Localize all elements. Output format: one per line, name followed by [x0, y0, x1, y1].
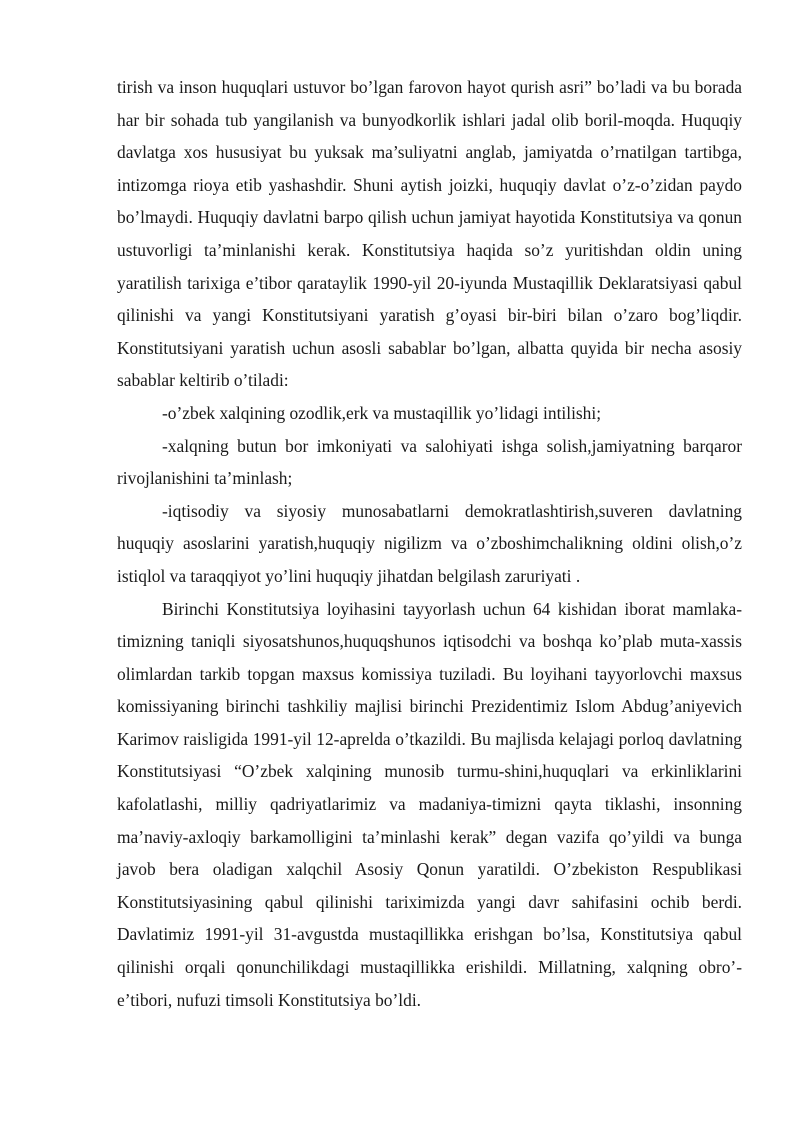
list-item-democratization: -iqtisodiy va siyosiy munosabatlarni demokratlashtirish,suveren davlatning huquqiy asoslarini yaratish,huquqiy nigilizm va o’zboshimchalikning oldini olish,o’z istiqlol va taraqqiyot yo’lini huquqiy jihatdan belgilash zaruriyati . — [117, 500, 742, 586]
document-body — [117, 71, 742, 1016]
list-item-freedom: -o’zbek xalqining ozodlik,erk va mustaqillik yo’lidagi intilishi; — [162, 402, 602, 423]
paragraph-continuation: tirish va inson huquqlari ustuvor bo’lgan farovon hayot qurish asri” bo’ladi va bu borada har bir sohada tub yangilanish va bunyodkorlik ishlari jadal olib boril-moqda. Huquqiy davlatga xos hususiyat bu yuksak ma’suliyatni anglab, jamiyatda o’rnatilgan tartibga, intizomga rioya etib yashashdir. Shuni aytish joizki, huquqiy davlat o’z-o’zidan paydo bo’lmaydi. Huquqiy davlatni barpo qilish uchun jamiyat hayotida Konstitutsiya va qonun ustuvorligi ta’minlanishi kerak. Konstitutsiya haqida so’z yuritishdan oldin uning yaratilish tarixiga e’tibor qarataylik 1990-yil 20-iyunda Mustaqillik Deklaratsiyasi qabul qilinishi va yangi Konstitutsiyani yaratish g’oyasi bir-biri bilan o’zaro bog’liqdir. Konstitutsiyani yaratish uchun asosli sabablar bo’lgan, albatta quyida bir necha asosiy sabablar keltirib o’tiladi: — [117, 77, 742, 391]
paragraph-first-constitution: Birinchi Konstitutsiya loyihasini tayyorlash uchun 64 kishidan iborat mamlaka-timizning taniqli siyosatshunos,huquqshunos iqtisodchi va boshqa ko’plab muta-xassis olimlardan tarkib topgan maxsus komissiya tuziladi. Bu loyihani tayyorlovchi maxsus komissiyaning birinchi tashkiliy majlisi birinchi Prezidentimiz Islom Abdug’aniyevich Karimov raisligida 1991-yil 12-aprelda o’tkazildi. Bu majlisda kelajagi porloq davlatning Konstitutsiyasi “O’zbek xalqining munosib turmu-shini,huquqlari va erkinliklarini kafolatlashi, milliy qadriyatlarimiz va madaniya-timizni qayta tiklashi, insonning ma’naviy-axloqiy barkamolligini ta’minlashi kerak” degan vazifa qo’yildi va bunga javob bera oladigan xalqchil Asosiy Qonun yaratildi. O’zbekiston Respublikasi Konstitutsiyasining qabul qilinishi tariximizda yangi davr sahifasini ochib berdi. Davlatimiz 1991-yil 31-avgustda mustaqillikka erishgan bo’lsa, Konstitutsiya qabul qilinishi orqali qonunchilikdagi mustaqillikka erishildi. Millatning, xalqning obro’-e’tibori, nufuzi timsoli Konstitutsiya bo’ldi. — [117, 598, 742, 1010]
list-item-development: -xalqning butun bor imkoniyati va salohiyati ishga solish,jamiyatning barqaror rivojlanishini ta’minlash; — [117, 435, 742, 489]
